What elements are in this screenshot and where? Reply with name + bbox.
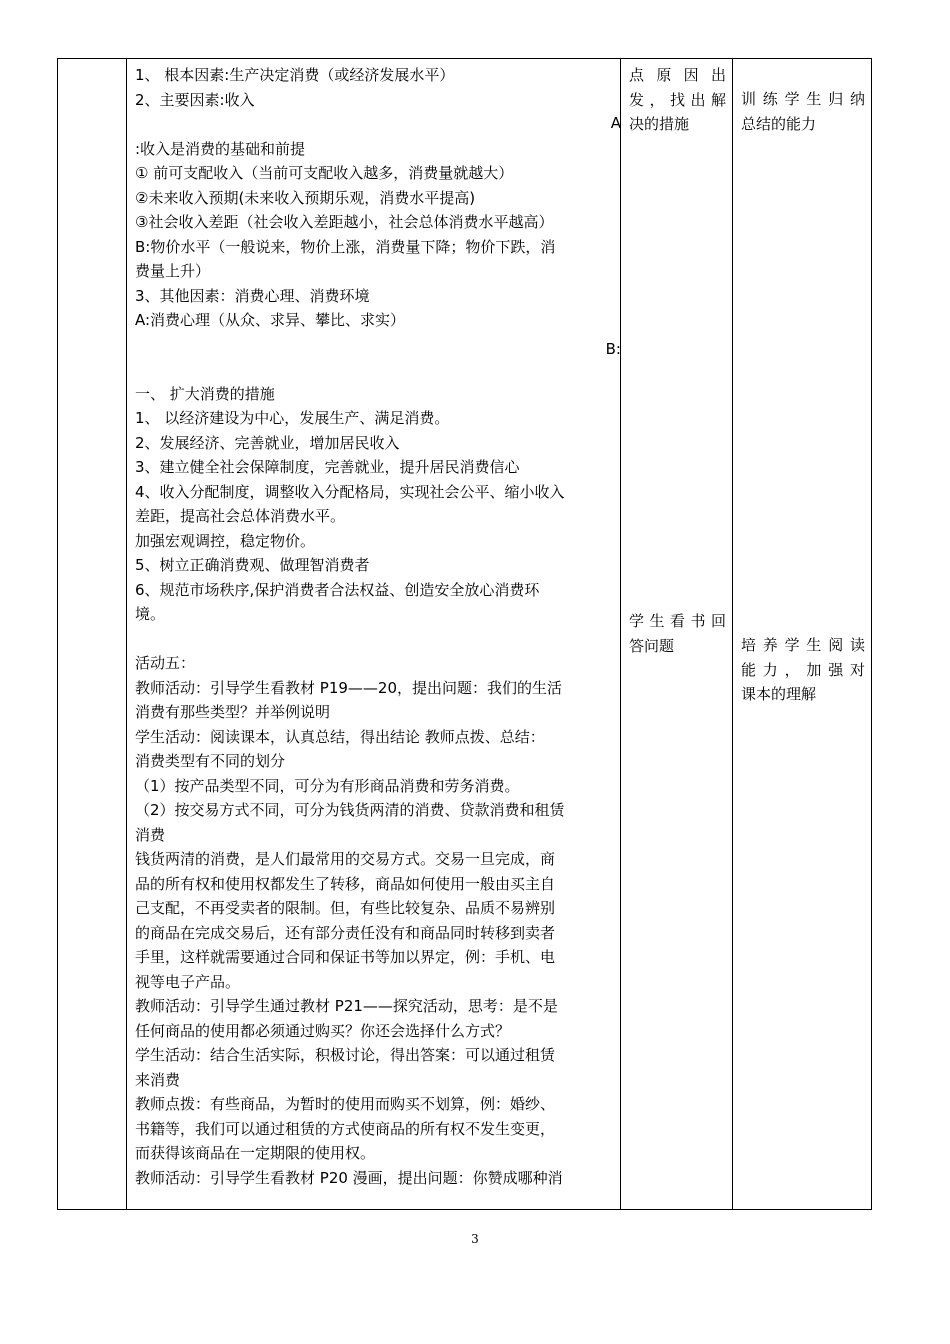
blank-line	[135, 112, 614, 137]
text-line: 2、发展经济、完善就业，增加居民收入	[135, 433, 400, 452]
text-line: B:物价水平（一般说来，物价上涨，消费量下降；物价下跌，消	[135, 237, 556, 256]
text-line: 培养学生阅读	[741, 636, 865, 654]
page-number: 3	[471, 1232, 479, 1246]
text-line: 3、其他因素：消费心理、消费环境	[135, 286, 370, 305]
text-line: 点 原 因 出	[629, 66, 726, 84]
text-line: 任何商品的使用都必须通过购买？你还会选择什么方式？	[135, 1021, 511, 1040]
text-line: 钱货两清的消费，是人们最常用的交易方式。交易一旦完成，商	[135, 850, 556, 868]
text-line: 4、收入分配制度，调整收入分配格局，实现社会公平、缩小收入	[135, 482, 565, 501]
blank-line	[135, 357, 614, 382]
text-line: 训练学生归纳	[741, 90, 865, 108]
text-line: 教师点拨：有些商品，为暂时的使用而购买不划算，例：婚纱、	[135, 1095, 556, 1113]
text-line: 品的所有权和使用权都发生了转移，商品如何使用一般由买主自	[135, 874, 556, 893]
text-line: 学生活动：阅读课本，认真总结，得出结论 教师点拨、总结：	[135, 727, 545, 746]
student-activity-column-cell	[621, 59, 733, 1210]
marker-b: B:	[605, 340, 621, 358]
text-line: 活动五：	[135, 654, 196, 672]
text-line: 手里，这样就需要通过合同和保证书等加以界定，例：手机、电	[135, 948, 556, 966]
text-line: A:消费心理（从众、求异、攀比、求实）	[135, 311, 406, 329]
text-line: 视等电子产品。	[135, 972, 241, 991]
text-line: 己支配，不再受卖者的限制。但，有些比较复杂、品质不易辨别	[135, 899, 556, 917]
text-line: 学生活动：结合生活实际，积极讨论，得出答案：可以通过租赁	[135, 1046, 556, 1064]
text-line: 5、树立正确消费观、做理智消费者	[135, 556, 370, 574]
text-line: :收入是消费的基础和前提	[135, 139, 306, 158]
text-line: 6、规范市场秩序,保护消费者合法权益、创造安全放心消费环	[135, 580, 540, 599]
design-intent-block-1	[741, 87, 865, 136]
blank-line	[135, 333, 614, 358]
lesson-plan-table	[57, 58, 872, 1210]
text-line: 消费类型有不同的划分	[135, 752, 286, 770]
text-line: 1、 根本因素:生产决定消费（或经济发展水平）	[135, 66, 455, 84]
text-line: 加强宏观调控，稳定物价。	[135, 531, 316, 550]
design-intent-block-2	[741, 633, 865, 707]
content-column-cell	[127, 59, 621, 1210]
text-line: 书籍等，我们可以通过租赁的方式使商品的所有权不发生变更，	[135, 1119, 556, 1138]
table-row	[58, 59, 872, 1210]
text-line: 费量上升）	[135, 262, 211, 280]
text-line: （2）按交易方式不同，可分为钱货两清的消费、贷款消费和租赁	[135, 801, 565, 819]
text-line: 决的措施	[629, 115, 690, 133]
text-line: 学生看书回	[629, 612, 726, 630]
text-line: 消费有那些类型？并举例说明	[135, 703, 331, 721]
student-activity-content	[621, 59, 732, 1209]
text-line: 教师活动：引导学生看教材 P20 漫画，提出问题：你赞成哪种消	[135, 1168, 563, 1187]
text-line: 答问题	[629, 636, 675, 655]
text-line: 总结的能力	[741, 114, 817, 133]
lesson-content	[127, 59, 620, 1209]
student-activity-block-2	[629, 609, 726, 658]
text-line: ③社会收入差距（社会收入差距越小，社会总体消费水平越高）	[135, 213, 554, 231]
text-line: 一、 扩大消费的措施	[135, 384, 275, 403]
blank-column-cell	[58, 59, 127, 1210]
marker-a: A	[610, 114, 621, 132]
design-intent-column-cell	[733, 59, 872, 1210]
text-line: 发，找出解	[629, 90, 726, 109]
text-line: 课本的理解	[741, 685, 817, 703]
text-line: 境。	[135, 605, 166, 623]
text-line: 1、 以经济建设为中心，发展生产、满足消费。	[135, 409, 450, 427]
text-line: 而获得该商品在一定期限的使用权。	[135, 1144, 376, 1162]
student-activity-block-1	[629, 63, 726, 137]
blank-line	[135, 627, 614, 652]
text-line: 2、主要因素:收入	[135, 90, 255, 109]
text-line: 教师活动：引导学生看教材 P19——20，提出问题：我们的生活	[135, 678, 562, 697]
text-line: 差距，提高社会总体消费水平。	[135, 507, 346, 525]
text-line: 教师活动：引导学生通过教材 P21——探究活动，思考：是不是	[135, 997, 558, 1015]
text-line: 的商品在完成交易后，还有部分责任没有和商品同时转移到卖者	[135, 923, 556, 942]
text-line: 3、建立健全社会保障制度，完善就业，提升居民消费信心	[135, 458, 520, 476]
text-line: ① 前可支配收入（当前可支配收入越多，消费量就越大）	[135, 164, 514, 182]
text-line: 消费	[135, 825, 166, 844]
text-line: ②未来收入预期(未来收入预期乐观，消费水平提高)	[135, 188, 476, 207]
text-line: （1）按产品类型不同，可分为有形商品消费和劳务消费。	[135, 776, 520, 795]
text-line: 来消费	[135, 1070, 181, 1089]
design-intent-content	[733, 59, 871, 1209]
text-line: 能力，加强对	[741, 660, 865, 679]
